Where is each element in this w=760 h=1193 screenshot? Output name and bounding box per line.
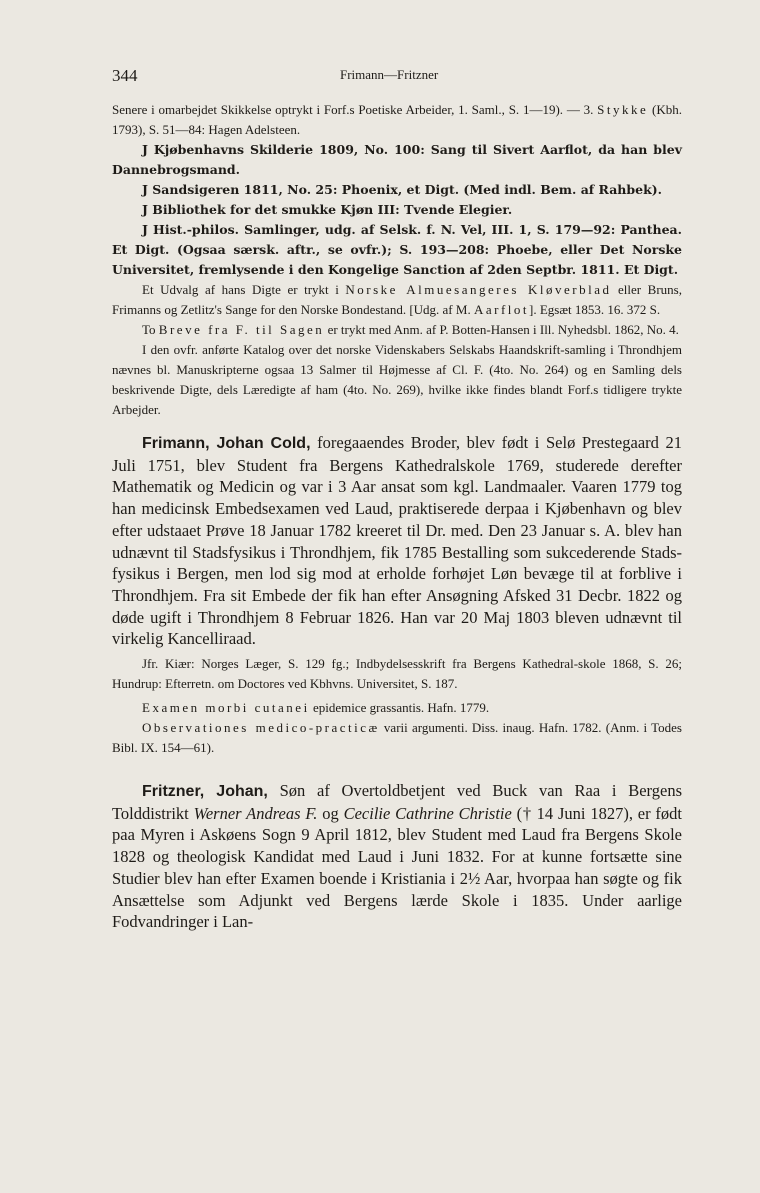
biography-fritzner-johan: Fritzner, Johan, Søn af Overtoldbetjent ved Buck van Raa i Bergens Tolddistrikt Werner Andreas F. og Cecilie Cathrine Christie († 14 Juni 1827), er født paa Myren i Askøens Sogn 9 April 1812, blev Student med Laud fra Bergens Skole 1828 og theologisk Kandidat med Laud i Juni 1832. For at kunne fortsætte sine Studier blev han efter Examen boende i Kristiania i 2½ Aar, hvorpaa han søgte og fik Ansættelse som Adjunkt ved Bergens lærde Skole i 1835. Under aarlige Fodvandringer i Lan- <box>112 781 683 932</box>
frimann-works-continued: Senere i omarbejdet Skikkelse optrykt i Forf.s Poetiske Arbeider, 1. Saml., S. 1—19). — 3. Stykke (Kbh. 1793), S. 51—84: Hagen Adelsteen. <box>112 102 682 137</box>
reference-note: Jfr. Kiær: Norges Læger, S. 129 fg.; Indbydelsesskrift fra Bergens Kathedral-skole 1868, S. 26; Hundrup: Efterretn. om Doctores ved Kbhvns. Universitet, S. 187. <box>112 656 682 692</box>
entry-name: Fritzner, Johan, <box>142 783 268 801</box>
page-text <box>112 100 682 933</box>
entry-name: Frimann, Johan Cold, <box>142 435 311 452</box>
periodical-entry: J Bibliothek for det smukke Kjøn III: Tvende Elegier. <box>142 202 513 217</box>
work-entry: Examen morbi cutanei epidemice grassantis. Hafn. 1779. <box>142 700 490 716</box>
periodical-entry: J Kjøbenhavns Skilderie 1809, No. 100: Sang til Sivert Aarflot, da han blev Dannebrogsmand. <box>112 142 682 177</box>
page-number: 344 <box>112 66 138 85</box>
running-head: Frimann—Fritzner <box>340 67 439 82</box>
periodical-entry: J Sandsigeren 1811, No. 25: Phoenix, et Digt. (Med indl. Bem. af Rahbek). <box>142 182 663 197</box>
page-header <box>112 66 682 90</box>
biography-frimann-johan-cold: Frimann, Johan Cold, foregaaendes Broder, blev født i Selø Prestegaard 21 Juli 1751, blev Student fra Bergens Kathedralskole 1769, studerede derefter Mathematik og Medicin og var i 3 Aar ansat som kgl. Landmaaler. Vaaren 1779 tog han medicinsk Embedsexamen ved Laud, praktiserede derpaa i Kjøbenhavn og blev efter udstaaet Prøve 18 Januar 1782 kreeret til Dr. med. Den 23 Januar s. A. blev han udnævnt til Stadsfysikus i Throndhjem, fik 1785 Bestalling som sukcederende Stads-fysikus i Bergen, men lod sig mod at erholde forhøjet Løn bevæge til at forblive i Throndhjem. Fra sit Embede der fik han efter Ansøgning Afsked 31 Decbr. 1822 og døde ugift i Throndhjem 8 Februar 1826. Han var 20 Maj 1803 bleven udnævnt til virkelig Kancelliraad. <box>112 433 682 649</box>
periodical-entry: J Hist.-philos. Samlinger, udg. af Selsk. f. N. Vel, III. 1, S. 179—92: Panthea. Et Digt. (Ogsaa særsk. aftr., se ovfr.); S. 193—208: Phoebe, eller Det Norske Universitet, fremlysende i den Kongelige Sanction af 2den Septbr. 1811. Et Digt. <box>112 222 682 277</box>
selection-note: Et Udvalg af hans Digte er trykt i Norske Almuesangeres Kløverblad eller Bruns, Frimanns og Zetlitz's Sange for den Norske Bondestand. [Udg. af M. Aarflot]. Egsæt 1853. 16. 372 S. <box>112 282 682 317</box>
catalog-note: I den ovfr. anførte Katalog over det norske Videnskabers Selskabs Haandskrift-samling i Throndhjem nævnes bl. Manuskripterne ogsaa 13 Salmer til Højmesse af Cl. F. (4to. No. 264) og en Samling dels beskrivende Digte, dels Læredigte af ham (4to. No. 269), hvilke ikke findes blandt Forf.s tidligere trykte Arbejder. <box>112 342 682 417</box>
work-entry: Observationes medico-practicæ varii argumenti. Diss. inaug. Hafn. 1782. (Anm. i Todes Bibl. IX. 154—61). <box>112 720 682 756</box>
letters-note: To Breve fra F. til Sagen er trykt med Anm. af P. Botten-Hansen i Ill. Nyhedsbl. 1862, No. 4. <box>142 322 679 337</box>
